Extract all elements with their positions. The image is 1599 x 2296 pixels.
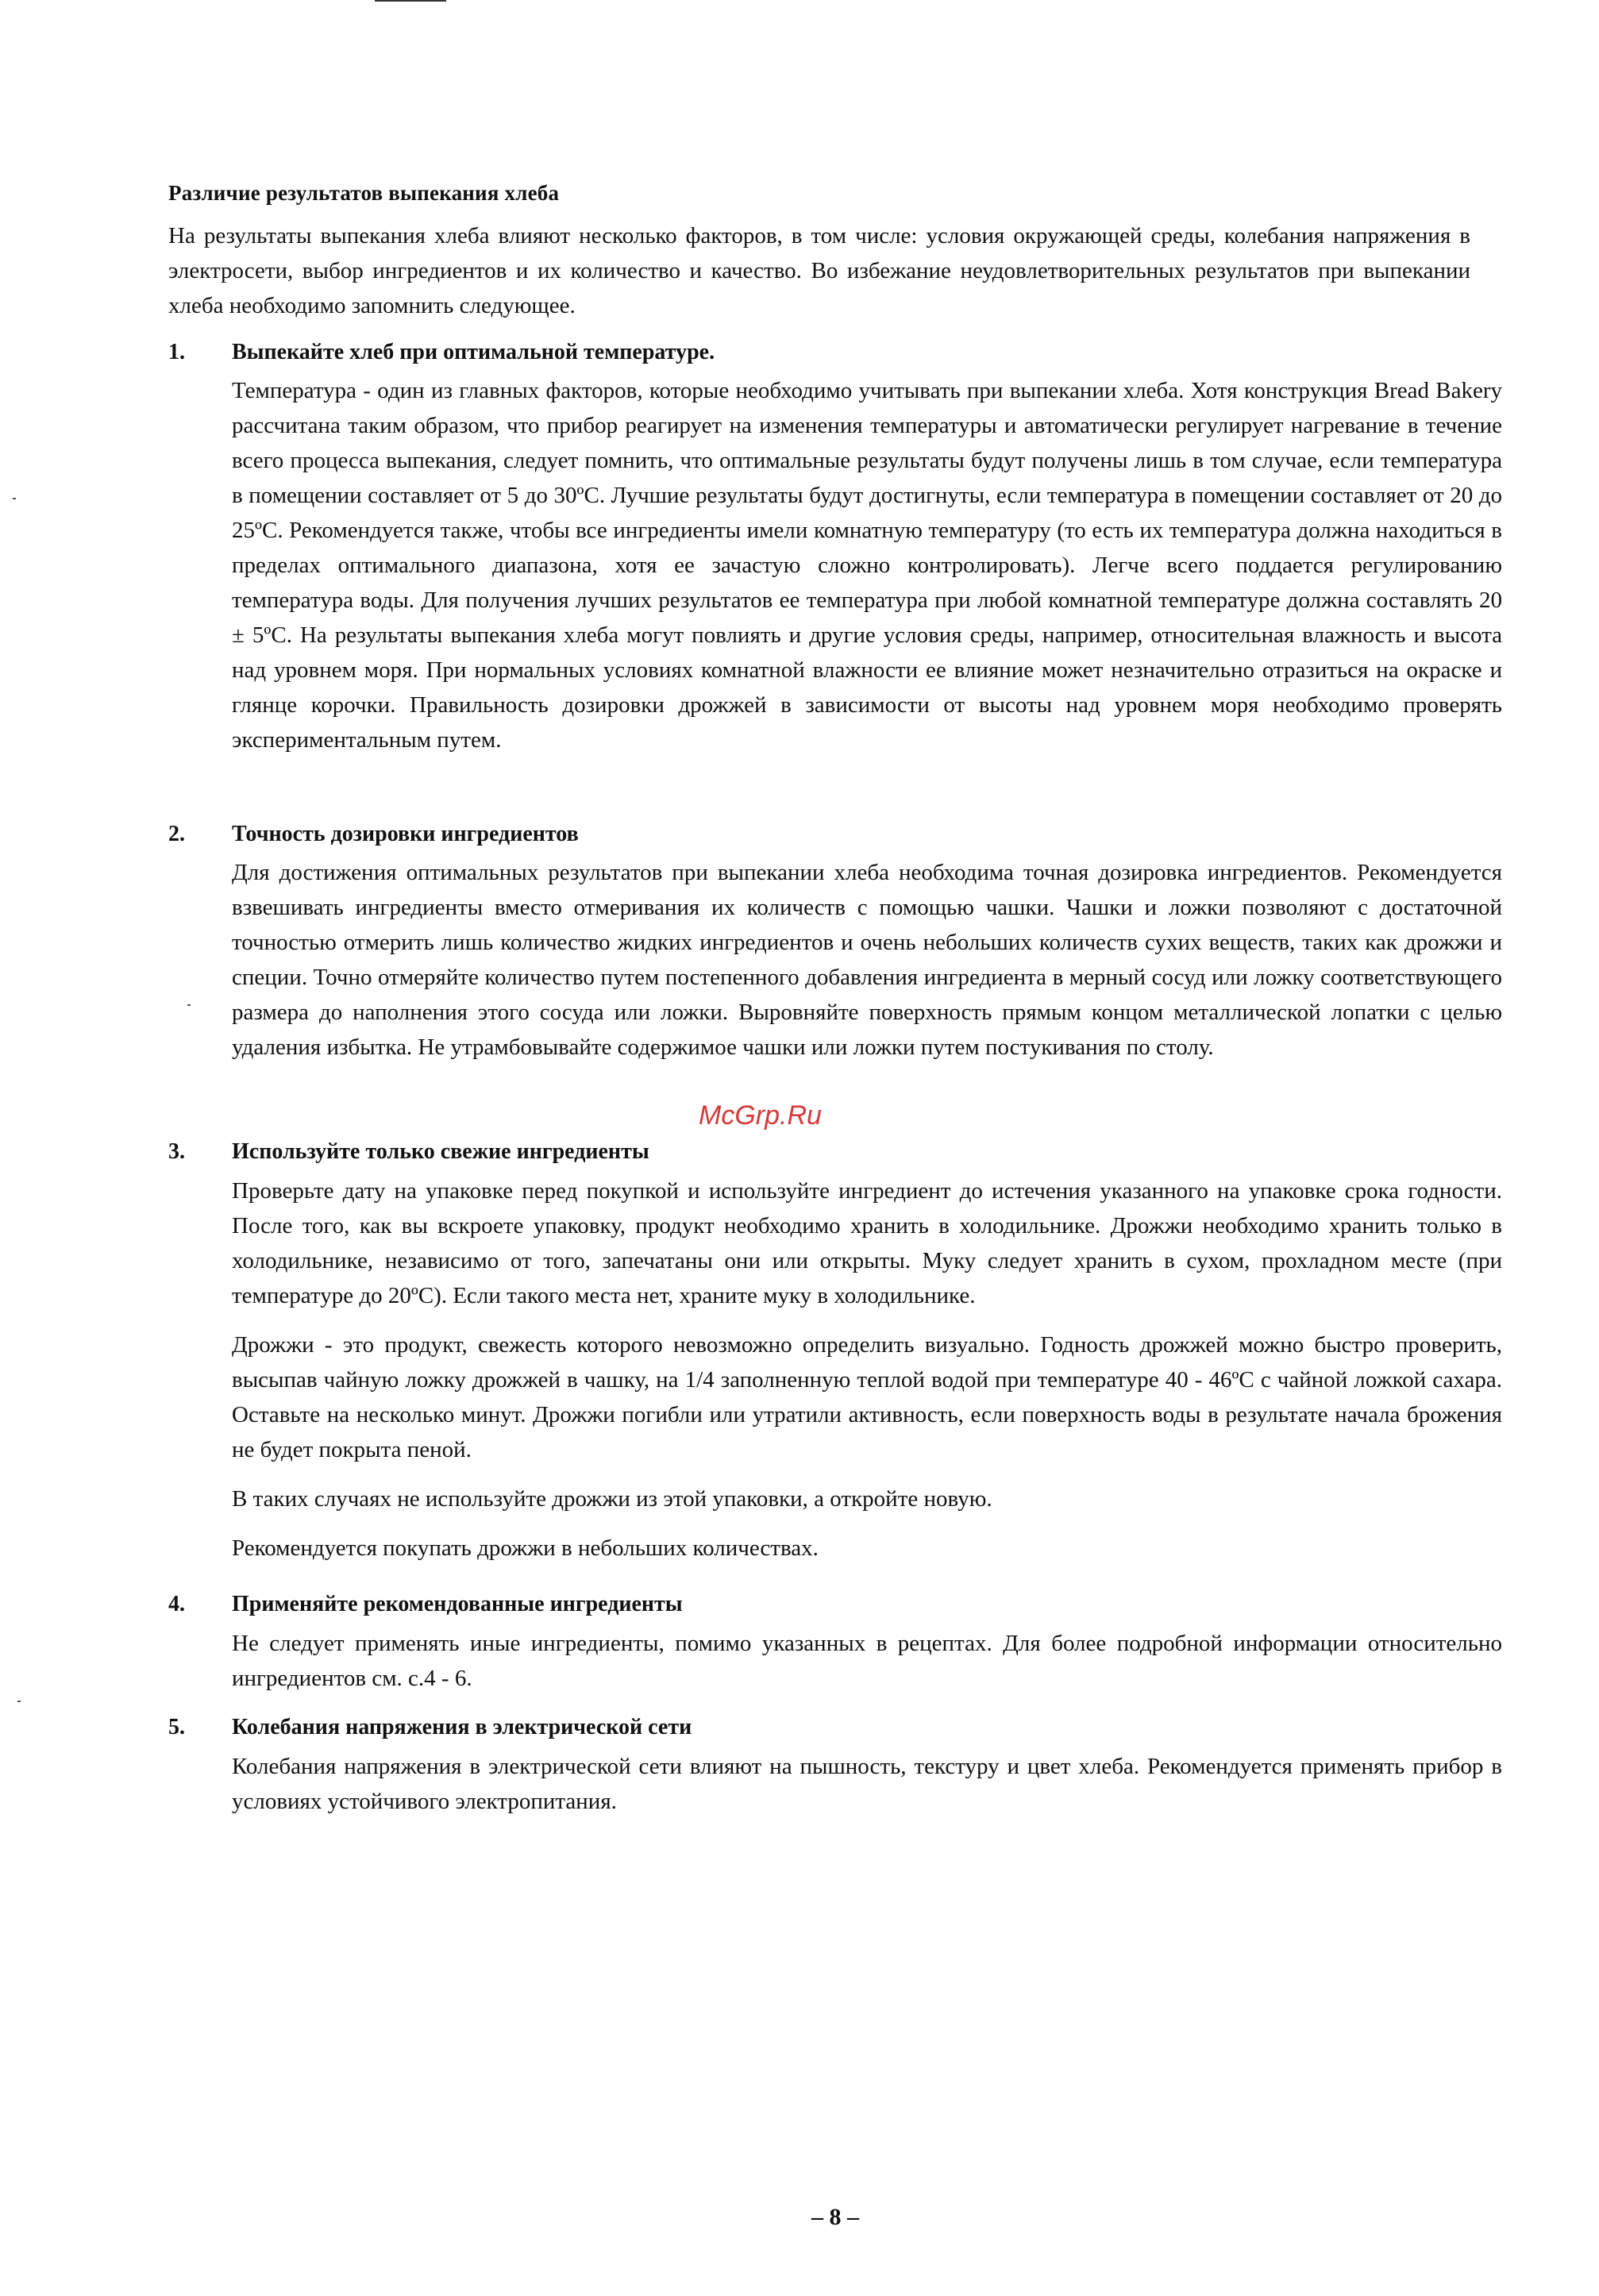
section-3-paragraph-4: Рекомендуется покупать дрожжи в небольших количествах. xyxy=(232,1535,819,1561)
section-1-heading: Выпекайте хлеб при оптимальной температуре. xyxy=(232,340,715,364)
section-3-paragraph-3: В таких случаях не используйте дрожжи из этой упаковки, а откройте новую. xyxy=(232,1486,992,1512)
watermark: McGrp.Ru xyxy=(699,1100,822,1131)
margin-mark xyxy=(17,1701,21,1702)
section-2-body xyxy=(232,855,1502,1079)
page-title: Различие результатов выпекания хлеба xyxy=(168,181,560,205)
section-3-number: 3. xyxy=(168,1139,185,1164)
section-4-heading: Применяйте рекомендованные ингредиенты xyxy=(232,1592,683,1616)
page-number: – 8 – xyxy=(811,2204,859,2230)
section-5-number: 5. xyxy=(168,1715,185,1739)
top-rule xyxy=(375,0,446,2)
section-3-paragraph-1: Проверьте дату на упаковке перед покупкой и используйте ингредиент до истечения указанного на упаковке срока годности. После того, как вы вскроете упаковку, продукт необходимо хранить в холодильнике. Дрожжи необходимо хранить только в холодильнике, независимо от того, запечатаны они или открыты. Муку следует хранить в сухом, прохладном месте (при температуре до 20ºC). Если такого места нет, храните муку в холодильнике. xyxy=(232,1178,1502,1308)
section-5-body xyxy=(232,1749,1502,1833)
section-4-number: 4. xyxy=(168,1592,185,1616)
section-1-paragraph: Температура - один из главных факторов, которые необходимо учитывать при выпекании хлеба. Хотя конструкция Bread Bakery рассчитана таким образом, что прибор реагирует на изменения температуры и автоматически регулирует нагревание в течение всего процесса выпекания, следует помнить, что оптимальные результаты будут получены лишь в том случае, если температура в помещении составляет от 5 до 30ºC. Лучшие результаты будут достигнуты, если температура в помещении составляет от 20 до 25ºC. Рекомендуется также, чтобы все ингредиенты имели комнатную температуру (то есть их температура должна находиться в пределах оптимального диапазона, хотя ее зачастую сложно контролировать). Легче всего поддается регулированию температура воды. Для получения лучших результатов ее температура при любой комнатной температуре должна составлять 20 ± 5ºC. На результаты выпекания хлеба могут повлиять и другие условия среды, например, относительная влажность и высота над уровнем моря. При нормальных условиях комнатной влажности ее влияние может незначительно отразиться на окраске и глянце корочки. Правильность дозировки дрожжей в зависимости от высоты над уровнем моря необходимо проверять экспериментальным путем. xyxy=(232,378,1502,753)
section-4-paragraph: Не следует применять иные ингредиенты, помимо указанных в рецептах. Для более подробной информации относительно ингредиентов см. с.4 - 6. xyxy=(232,1631,1502,1691)
section-3-body xyxy=(232,1173,1502,1580)
section-5-heading: Колебания напряжения в электрической сети xyxy=(232,1715,692,1739)
section-2-paragraph: Для достижения оптимальных результатов при выпекании хлеба необходима точная дозировка ингредиентов. Рекомендуется взвешивать ингредиенты вместо отмеривания их количеств с помощью чашки. Чашки и ложки позволяют с достаточной точностью отмерить лишь количество жидких ингредиентов и очень небольших количеств сухих веществ, таких как дрожжи и специи. Точно отмеряйте количество путем постепенного добавления ингредиента в мерный сосуд или ложку соответствующего размера до наполнения этого сосуда или ложки. Выровняйте поверхность прямым концом металлической лопатки с целью удаления избытка. Не утрамбовывайте содержимое чашки или ложки путем постукивания по столу. xyxy=(232,860,1502,1060)
section-5-paragraph: Колебания напряжения в электрической сети влияют на пышность, текстуру и цвет хлеба. Рекомендуется применять прибор в условиях устойчивого электропитания. xyxy=(232,1754,1502,1814)
margin-mark xyxy=(187,1004,191,1006)
section-2-number: 2. xyxy=(168,822,185,846)
section-3-paragraph-2: Дрожжи - это продукт, свежесть которого невозможно определить визуально. Годность дрожжей можно быстро проверить, высыпав чайную ложку дрожжей в чашку, на 1/4 заполненную теплой водой при температуре 40 - 46ºC с чайной ложкой сахара. Оставьте на несколько минут. Дрожжи погибли или утратили активность, если поверхность воды в результате начала брожения не будет покрыта пеной. xyxy=(232,1332,1502,1462)
section-1-body xyxy=(232,373,1502,772)
section-4-body xyxy=(232,1626,1502,1710)
margin-mark xyxy=(13,498,16,499)
section-3-heading: Используйте только свежие ингредиенты xyxy=(232,1139,649,1164)
section-1-number: 1. xyxy=(168,340,185,364)
intro-paragraph: На результаты выпекания хлеба влияют несколько факторов, в том числе: условия окружающей среды, колебания напряжения в электросети, выбор ингредиентов и их количество и качество. Во избежание неудовлетворительных результатов при выпекании хлеба необходимо запомнить следующее. xyxy=(168,223,1470,318)
section-2-heading: Точность дозировки ингредиентов xyxy=(232,822,579,846)
